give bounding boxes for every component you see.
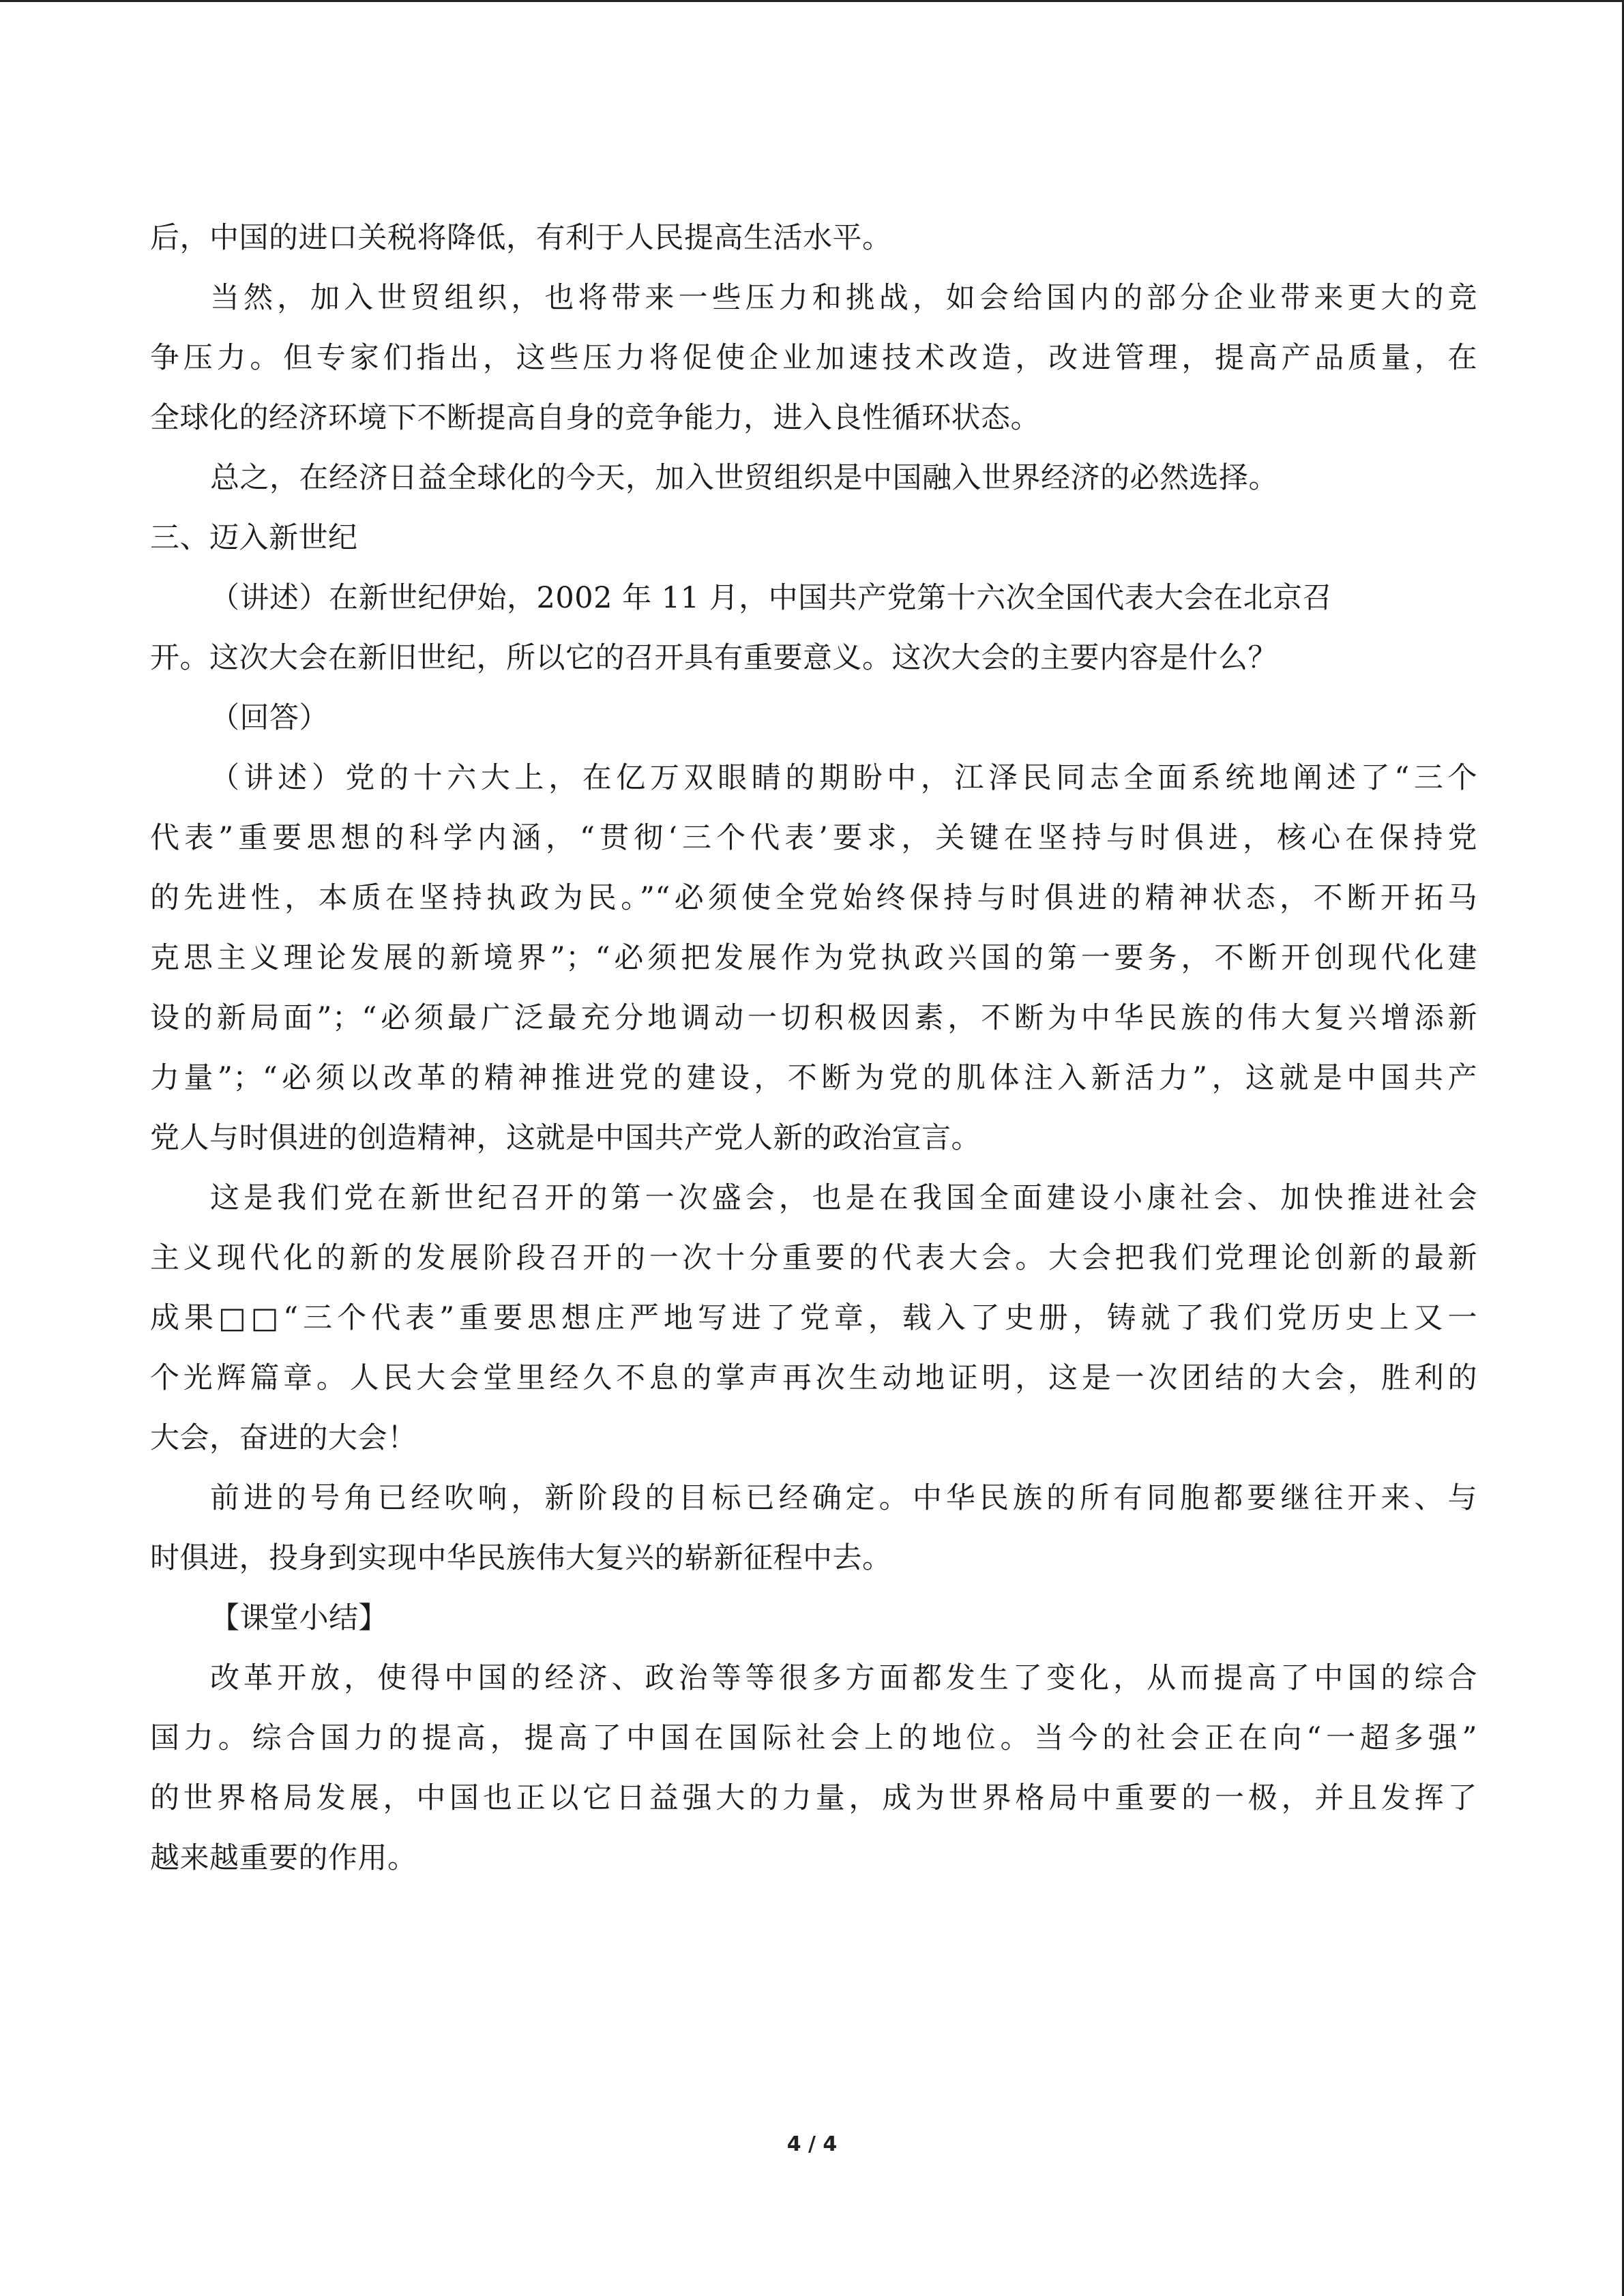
text-line: 这是我们党在新世纪召开的第一次盛会，也是在我国全面建设小康社会、加快推进社会 bbox=[210, 1181, 1477, 1215]
text-line: 克思主义理论发展的新境界”；“必须把发展作为党执政兴国的第一要务，不断开创现代化建 bbox=[150, 941, 1477, 975]
paragraph-sixteenth-congress bbox=[150, 568, 1477, 688]
text-line: （讲述）在新世纪伊始，2002 年 11 月，中国共产党第十六次全国代表大会在北京召 bbox=[210, 581, 1333, 615]
text-line: 争压力。但专家们指出，这些压力将促使企业加速技术改造，改进管理，提高产品质量，在 bbox=[150, 341, 1477, 375]
text-line: 前进的号角已经吹响，新阶段的目标已经确定。中华民族的所有同胞都要继往开来、与 bbox=[210, 1481, 1477, 1515]
paragraph-import-tariffs bbox=[150, 208, 1477, 268]
text-line: 总之，在经济日益全球化的今天，加入世贸组织是中国融入世界经济的必然选择。 bbox=[210, 461, 1278, 495]
text-line: 成果□□“三个代表”重要思想庄严地写进了党章，载入了史册，铸就了我们党历史上又一 bbox=[150, 1301, 1477, 1335]
section-heading-new-century bbox=[150, 508, 1477, 568]
text-line: 力量”；“必须以改革的精神推进党的建设，不断为党的肌体注入新活力”，这就是中国共产 bbox=[150, 1061, 1477, 1095]
paragraph-three-represents bbox=[150, 748, 1477, 1168]
document-body bbox=[150, 208, 1477, 1888]
text-line: 大会，奋进的大会！ bbox=[150, 1421, 417, 1455]
text-line: （回答） bbox=[210, 701, 329, 735]
page-top-border bbox=[0, 0, 1624, 2]
text-line: 开。这次大会在新旧世纪，所以它的召开具有重要意义。这次大会的主要内容是什么？ bbox=[150, 641, 1278, 675]
text-line: 时俱进，投身到实现中华民族伟大复兴的崭新征程中去。 bbox=[150, 1541, 892, 1575]
text-line: 当然，加入世贸组织，也将带来一些压力和挑战，如会给国内的部分企业带来更大的竞 bbox=[210, 281, 1477, 315]
text-line: 越来越重要的作用。 bbox=[150, 1841, 417, 1875]
class-summary-heading bbox=[150, 1588, 1477, 1648]
text-line: 的世界格局发展，中国也正以它日益强大的力量，成为世界格局中重要的一极，并且发挥了 bbox=[150, 1781, 1477, 1815]
text-line: 设的新局面”；“必须最广泛最充分地调动一切积极因素，不断为中华民族的伟大复兴增添新 bbox=[150, 1001, 1477, 1035]
paragraph-wto-pressure bbox=[150, 268, 1477, 448]
paragraph-class-summary bbox=[150, 1648, 1477, 1888]
text-line: 国力。综合国力的提高，提高了中国在国际社会上的地位。当今的社会正在向“一超多强” bbox=[150, 1721, 1477, 1755]
text-line: 的先进性，本质在坚持执政为民。”“必须使全党始终保持与时俱进的精神状态，不断开拓马 bbox=[150, 881, 1477, 915]
paragraph-wto-conclusion bbox=[150, 448, 1477, 508]
page-number: 4 / 4 bbox=[786, 2132, 838, 2156]
text-line: 党人与时俱进的创造精神，这就是中国共产党人新的政治宣言。 bbox=[150, 1121, 981, 1155]
class-summary-heading-text: 【课堂小结】 bbox=[210, 1601, 388, 1635]
text-line: 个光辉篇章。人民大会堂里经久不息的掌声再次生动地证明，这是一次团结的大会，胜利的 bbox=[150, 1361, 1477, 1395]
section-heading-text: 三、迈入新世纪 bbox=[150, 521, 358, 555]
text-line: 改革开放，使得中国的经济、政治等等很多方面都发生了变化，从而提高了中国的综合 bbox=[210, 1661, 1477, 1695]
text-line: 主义现代化的新的发展阶段召开的一次十分重要的代表大会。大会把我们党理论创新的最新 bbox=[150, 1241, 1477, 1275]
text-line: 全球化的经济环境下不断提高自身的竞争能力，进入良性循环状态。 bbox=[150, 401, 1040, 435]
paragraph-answer bbox=[150, 688, 1477, 748]
paragraph-first-grand-meeting bbox=[150, 1168, 1477, 1468]
paragraph-forward-march bbox=[150, 1468, 1477, 1588]
text-line: 代表”重要思想的科学内涵，“贯彻‘三个代表’要求，关键在坚持与时俱进，核心在保持党 bbox=[150, 821, 1477, 855]
text-line: 后，中国的进口关税将降低，有利于人民提高生活水平。 bbox=[150, 221, 892, 255]
text-line: （讲述）党的十六大上，在亿万双眼睛的期盼中，江泽民同志全面系统地阐述了“三个 bbox=[210, 761, 1477, 795]
